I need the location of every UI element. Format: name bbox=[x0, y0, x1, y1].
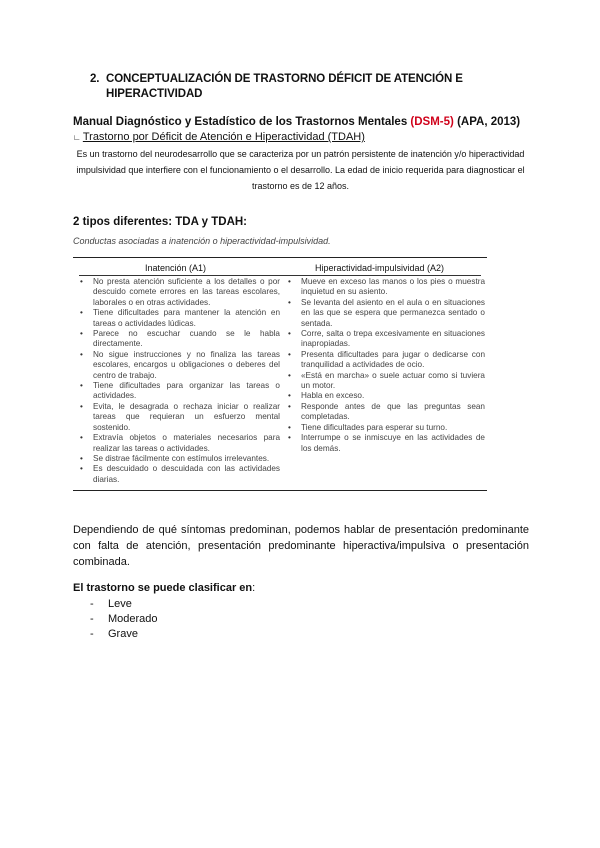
list-item: • Evita, le desagrada o rechaza iniciar o realizar tareas que requieran un esfuerzo mental sostenido. bbox=[77, 402, 280, 433]
list-item: • No sigue instrucciones y no finaliza las tareas escolares, encargos u obligaciones o deberes del centro de trabajo. bbox=[77, 350, 280, 381]
list-item: • Corre, salta o trepa excesivamente en situaciones inapropiadas. bbox=[285, 329, 485, 350]
dash-bullet: - bbox=[90, 598, 94, 610]
manual-title-suffix: (APA, 2013) bbox=[453, 116, 521, 128]
level-severe: Grave bbox=[108, 628, 138, 640]
list-item: • Presenta dificultades para jugar o dedicarse con tranquilidad a actividades de ocio. bbox=[285, 350, 485, 371]
corner-bullet-icon: ∟ bbox=[73, 133, 81, 142]
disorder-subtitle-text: Trastorno por Déficit de Atención e Hiperactividad (TDAH) bbox=[82, 131, 365, 143]
manual-title-highlight: (DSM-5) bbox=[410, 116, 454, 128]
section-heading bbox=[90, 72, 490, 102]
disorder-subtitle bbox=[73, 131, 365, 143]
dash-bullet: - bbox=[90, 613, 94, 625]
list-item: • Extravía objetos o materiales necesarios para realizar las tareas o actividades. bbox=[77, 433, 280, 454]
hyperactivity-column bbox=[285, 277, 485, 454]
list-item: • «Está en marcha» o suele actuar como si tuviera un motor. bbox=[285, 371, 485, 392]
section-title-line1: CONCEPTUALIZACIÓN DE TRASTORNO DÉFICIT DE ATENCIÓN E bbox=[106, 73, 463, 85]
dash-bullet: - bbox=[90, 628, 94, 640]
list-item bbox=[90, 628, 138, 640]
section-title-line2: HIPERACTIVIDAD bbox=[106, 88, 203, 100]
col-header-hyperactivity: Hiperactividad-impulsividad (A2) bbox=[315, 263, 445, 273]
list-item: • Responde antes de que las preguntas sean completadas. bbox=[285, 402, 485, 423]
table-caption: Conductas asociadas a inatención o hiperactividad-impulsividad. bbox=[73, 236, 331, 246]
list-item: • Interrumpe o se inmiscuye en las actividades de los demás. bbox=[285, 433, 485, 454]
list-item: • Habla en exceso. bbox=[285, 391, 485, 401]
classification-colon: : bbox=[252, 582, 256, 594]
level-mild: Leve bbox=[108, 598, 132, 610]
level-moderate: Moderado bbox=[108, 613, 158, 625]
list-item: • No presta atención suficiente a los detalles o por descuido comete errores en las tareas escolares, laborales o en otras actividades. bbox=[77, 277, 280, 308]
list-item: • Se distrae fácilmente con estímulos irrelevantes. bbox=[77, 454, 280, 464]
classification-label: El trastorno se puede clasificar en bbox=[73, 582, 253, 594]
list-item: • Mueve en exceso las manos o los pies o muestra inquietud en su asiento. bbox=[285, 277, 485, 298]
col-header-inattention: Inatención (A1) bbox=[145, 263, 207, 273]
list-item: • Tiene dificultades para organizar las tareas o actividades. bbox=[77, 381, 280, 402]
symptoms-table bbox=[73, 257, 487, 491]
list-item: • Se levanta del asiento en el aula o en situaciones en las que se espera que permanezca sentado o sentada. bbox=[285, 298, 485, 329]
list-item: • Parece no escuchar cuando se le habla directamente. bbox=[77, 329, 280, 350]
list-item: • Es descuidado o descuidada con las actividades diarias. bbox=[77, 464, 280, 485]
header-divider bbox=[79, 275, 481, 276]
list-item: • Tiene dificultades para esperar su turno. bbox=[285, 423, 485, 433]
section-number: 2. bbox=[90, 73, 100, 85]
inattention-column bbox=[77, 277, 280, 485]
types-heading: 2 tipos diferentes: TDA y TDAH: bbox=[73, 216, 248, 228]
manual-title bbox=[73, 116, 520, 128]
list-item: • Tiene dificultades para mantener la atención en tareas o actividades lúdicas. bbox=[77, 308, 280, 329]
presentation-paragraph: Dependiendo de qué síntomas predominan, podemos hablar de presentación predominante con falta de atención, presentación predominante hiperactiva/impulsiva o presentación combinada. bbox=[73, 524, 529, 568]
list-item bbox=[90, 598, 132, 610]
manual-title-prefix: Manual Diagnóstico y Estadístico de los Trastornos Mentales bbox=[73, 116, 411, 128]
list-item bbox=[90, 613, 158, 625]
classification-heading bbox=[73, 582, 255, 594]
definition-text: Es un trastorno del neurodesarrollo que se caracteriza por un patrón persistente de inatención y/o hiperactividad impulsividad que interfiere con el funcionamiento o el desarrollo. La edad de inicio requerida para diagnosticar el trastorno es de 12 años. bbox=[76, 149, 525, 191]
